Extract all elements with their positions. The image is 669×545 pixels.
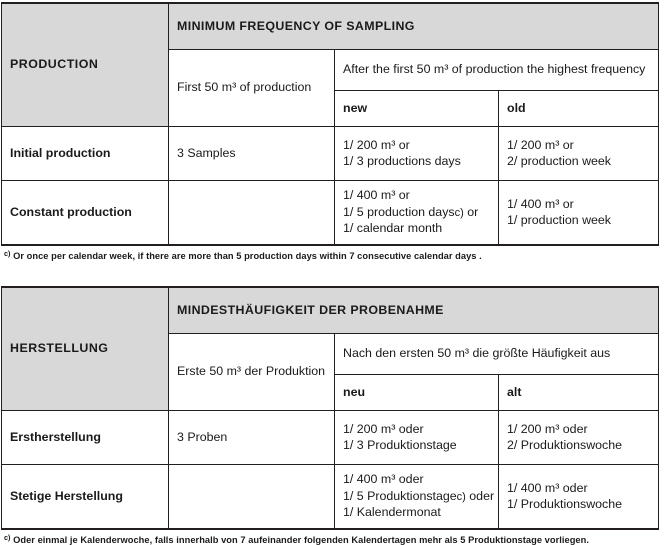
footnote-text-de: Oder einmal je Kalenderwoche, falls innerhalb von 7 aufeinander folgenden Kalendertagen mehr als 5 Produktionstage vorliegen. xyxy=(13,535,589,545)
cell-erste50-erstherstellung-de: 3 Proben xyxy=(169,411,335,465)
cell-erste50-stetige-de xyxy=(169,465,335,530)
cell-line: 1/ 400 m³ oder xyxy=(343,472,424,487)
cell-alt-stetige-de xyxy=(499,465,659,530)
sampling-frequency-table-de xyxy=(1,286,659,530)
sub-header-alt-de: alt xyxy=(499,375,659,411)
table-title-de: MINDESTHÄUFIGKEIT DER PROBENAHME xyxy=(169,287,659,334)
footnote-marker-de: c) xyxy=(4,532,11,542)
cell-first50-initial-en: 3 Samples xyxy=(169,127,335,181)
cell-line: 1/ 200 m³ or xyxy=(507,137,574,152)
cell-line: 1/ 200 m³ or xyxy=(343,137,410,152)
cell-line: 1/ 3 productions days xyxy=(343,154,461,168)
first-column-header-de: Erste 50 m³ der Produktion xyxy=(169,334,335,411)
cell-line: 1/ Produktionswoche xyxy=(507,497,623,511)
cell-line: 1/ 200 m³ oder xyxy=(507,421,588,436)
row-label-stetige-herstellung-de: Stetige Herstellung xyxy=(2,465,169,530)
sampling-frequency-table-en xyxy=(1,2,659,246)
cell-line: 1/ Kalendermonat xyxy=(343,505,441,520)
cell-line: 1/ 3 Produktionstage xyxy=(343,438,457,452)
inline-footnote-marker: c) xyxy=(454,206,464,219)
cell-line: 2/ production week xyxy=(507,154,612,168)
table-gap xyxy=(0,261,669,281)
footnote-en xyxy=(1,246,661,261)
cell-line: 1/ 5 production daysc) or xyxy=(343,204,479,219)
cell-line: 1/ calendar month xyxy=(343,221,443,236)
cell-old-initial-en xyxy=(499,127,659,181)
cell-line: 2/ Produktionswoche xyxy=(507,438,623,452)
category-label-de: HERSTELLUNG xyxy=(2,287,169,411)
table-row-title xyxy=(2,287,659,334)
cell-line: 1/ 400 m³ oder xyxy=(507,480,588,495)
cell-new-constant-en xyxy=(335,181,499,246)
cell-neu-stetige-de xyxy=(335,465,499,530)
first-column-header-en: First 50 m³ of production xyxy=(169,50,335,127)
cell-new-initial-en xyxy=(335,127,499,181)
inline-footnote-marker: c) xyxy=(456,490,466,503)
footnote-marker-en: c) xyxy=(4,248,11,258)
group-header-de: Nach den ersten 50 m³ die größte Häufigkeit aus xyxy=(335,334,659,375)
sub-header-new-en: new xyxy=(335,91,499,127)
cell-line: 1/ 200 m³ oder xyxy=(343,421,424,436)
table-block-de xyxy=(1,281,661,545)
cell-first50-constant-en xyxy=(169,181,335,246)
table-row xyxy=(2,181,659,246)
row-label-erstherstellung-de: Erstherstellung xyxy=(2,411,169,465)
group-header-en: After the first 50 m³ of production the highest frequency xyxy=(335,50,659,91)
table-row xyxy=(2,411,659,465)
table-row xyxy=(2,465,659,530)
table-block-en xyxy=(1,0,661,261)
cell-line: 1/ 400 m³ or xyxy=(343,188,410,203)
table-title-en: MINIMUM FREQUENCY OF SAMPLING xyxy=(169,3,659,50)
category-label-en: PRODUCTION xyxy=(2,3,169,127)
cell-line: 1/ 5 Produktionstagec) oder xyxy=(343,488,495,503)
row-label-constant-production-en: Constant production xyxy=(2,181,169,246)
cell-neu-erstherstellung-de xyxy=(335,411,499,465)
cell-old-constant-en xyxy=(499,181,659,246)
sub-header-old-en: old xyxy=(499,91,659,127)
sub-header-neu-de: neu xyxy=(335,375,499,411)
footnote-de xyxy=(1,530,661,545)
table-row xyxy=(2,127,659,181)
cell-line: 1/ 400 m³ or xyxy=(507,196,574,211)
cell-alt-erstherstellung-de xyxy=(499,411,659,465)
row-label-initial-production-en: Initial production xyxy=(2,127,169,181)
cell-line: 1/ production week xyxy=(507,213,612,227)
footnote-text-en: Or once per calendar week, if there are more than 5 production days within 7 consecutive calendar days . xyxy=(13,251,482,261)
table-row-title xyxy=(2,3,659,50)
